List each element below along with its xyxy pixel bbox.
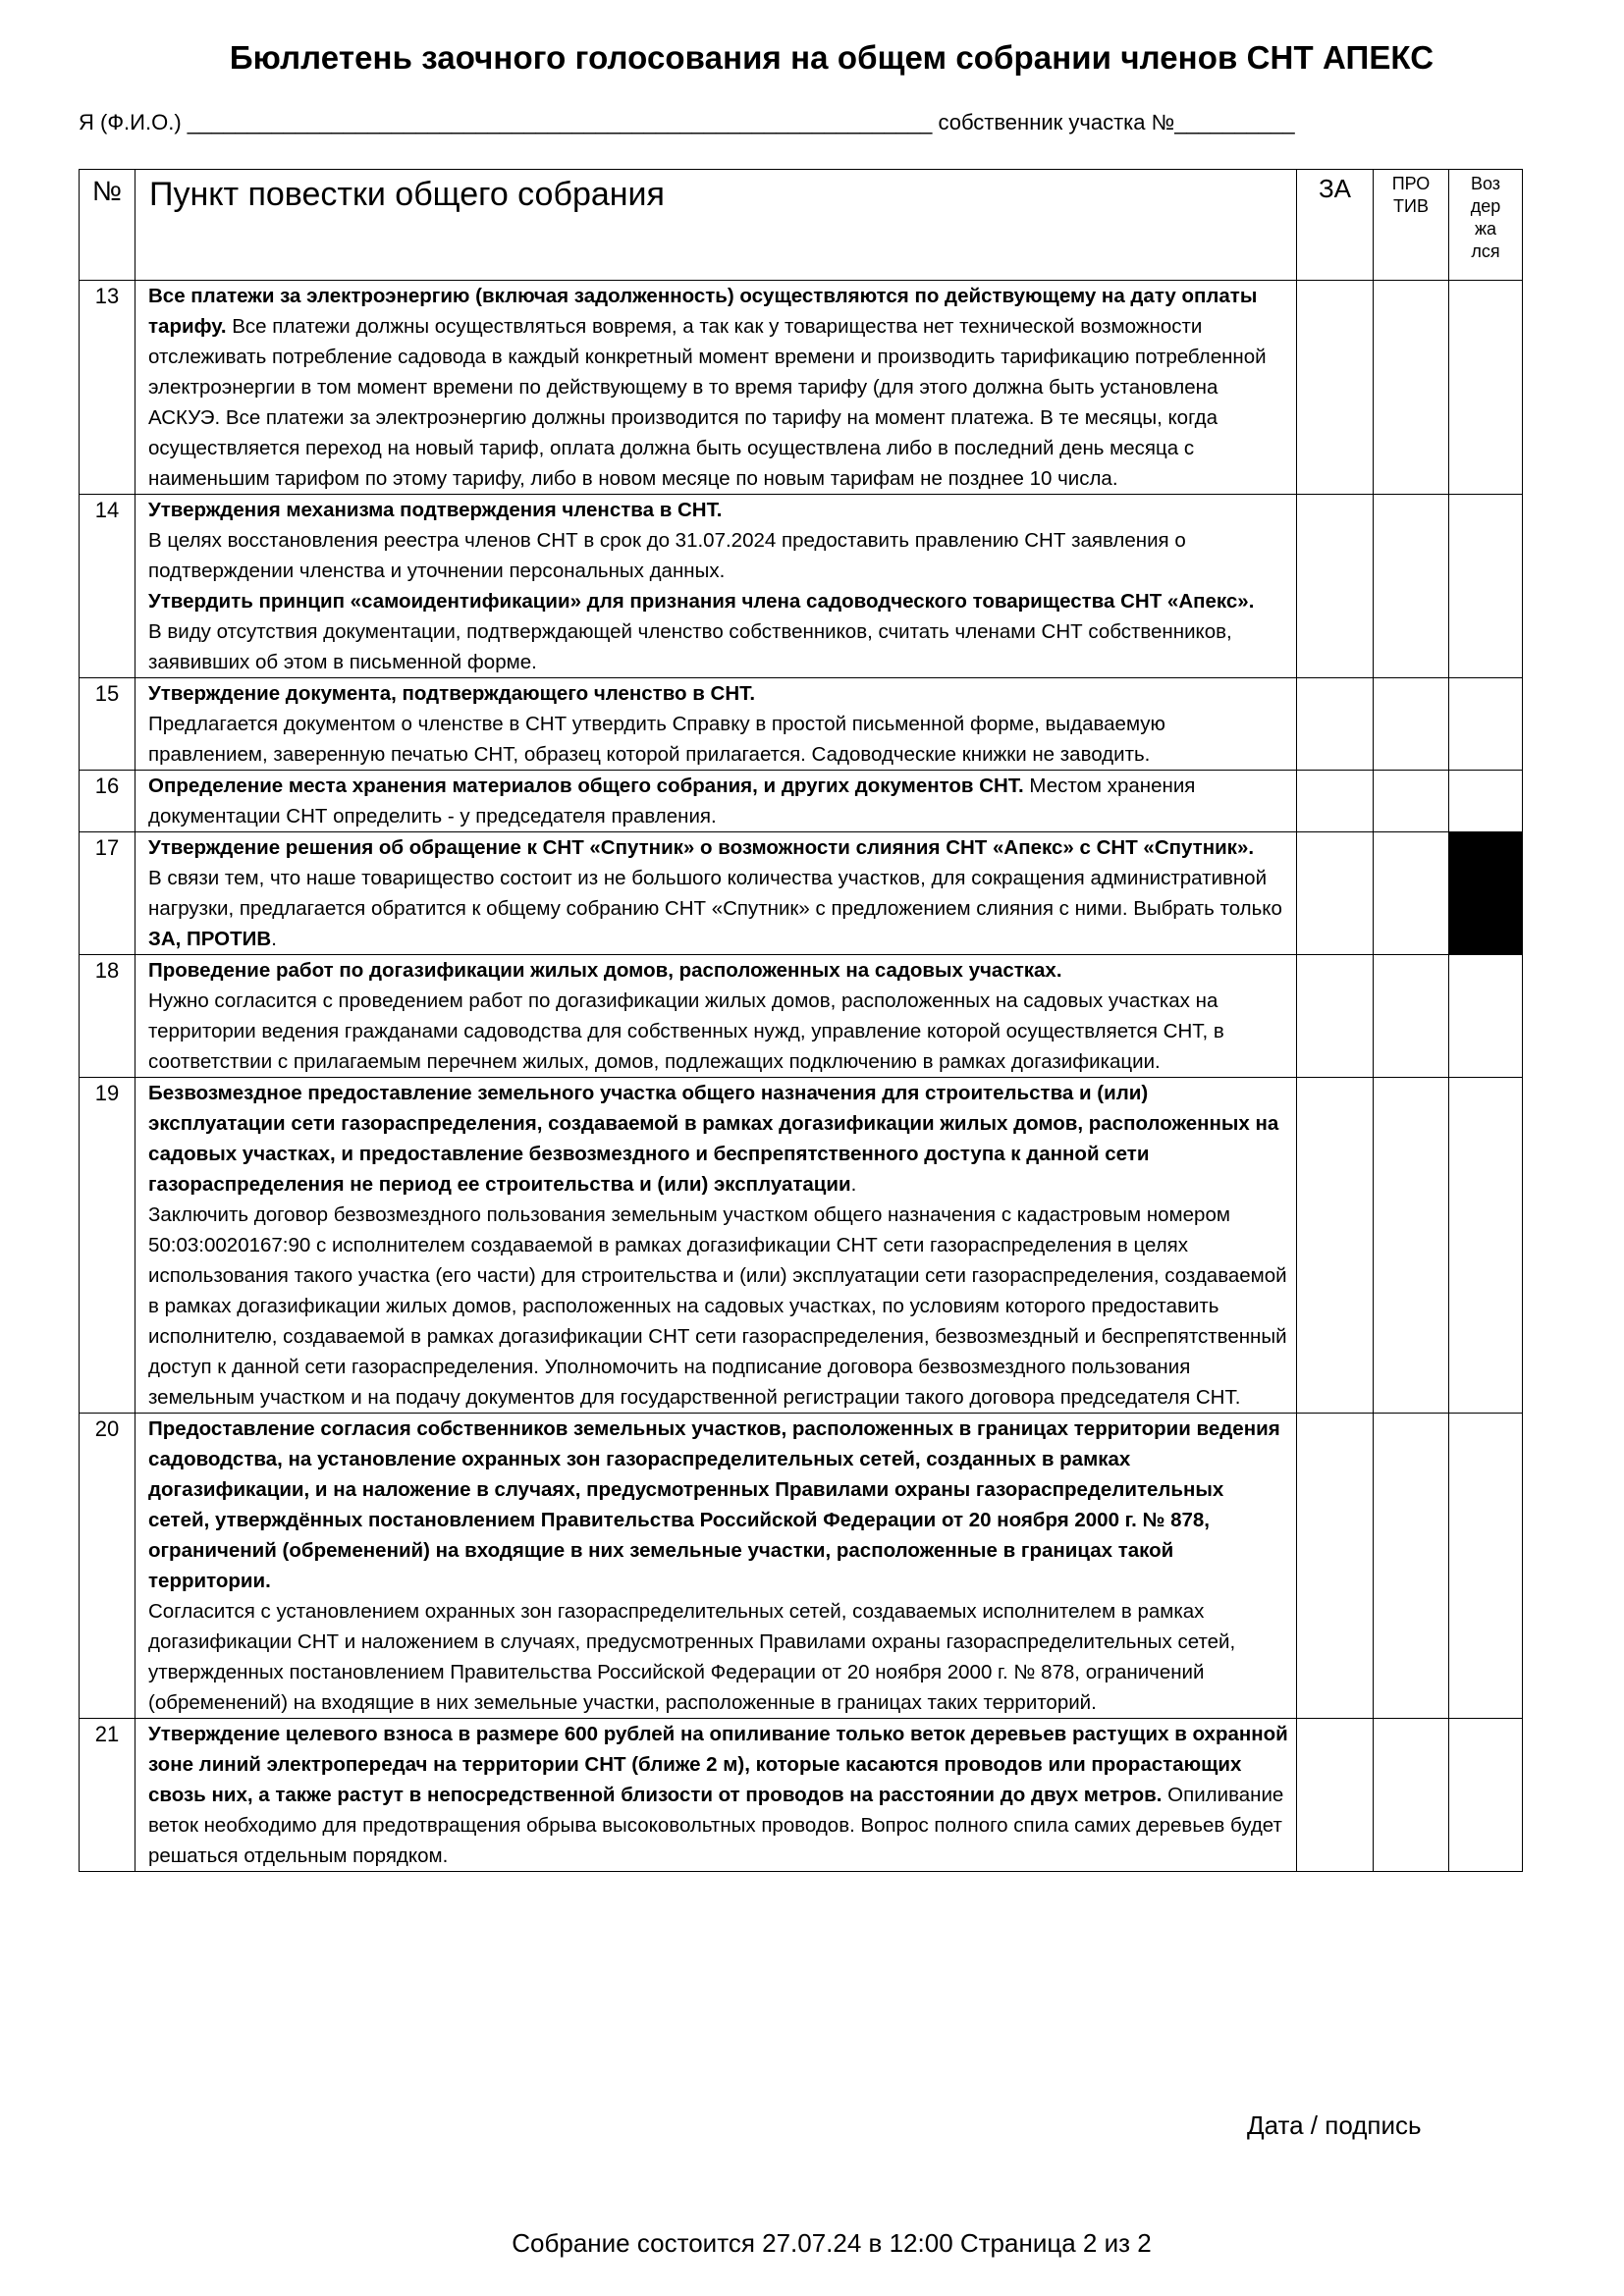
vote-abstain-cell[interactable] — [1449, 1078, 1523, 1414]
table-row — [80, 832, 1523, 955]
header-abstain — [1449, 170, 1523, 281]
date-signature-label: Дата / подпись — [1247, 2110, 1422, 2140]
item-text — [135, 1719, 1297, 1872]
header-za: ЗА — [1297, 170, 1374, 281]
vote-abstain-cell[interactable] — [1449, 771, 1523, 832]
fio-line: Я (Ф.И.О.) ______________________________________________________________ собственник участка №__________ — [79, 110, 1295, 134]
item-number: 14 — [80, 495, 135, 678]
vote-protiv-cell[interactable] — [1374, 1078, 1449, 1414]
vote-za-cell[interactable] — [1297, 771, 1374, 832]
vote-za-cell[interactable] — [1297, 1414, 1374, 1719]
header-protiv-line: ТИВ — [1393, 196, 1429, 216]
item-text — [135, 955, 1297, 1078]
item-body: Заключить договор безвозмездного пользования земельным участком общего назначения с кадастровым номером 50:03:0020167:90 с исполнителем создаваемой в рамках догазификации СНТ сети газораспределения в целях использования такого участка (его части) для строительства и (или) эксплуатации сети газораспределения, создаваемой в рамках догазификации жилых домов, расположенных на садовых участках, по условиям которого предоставить исполнителю, создаваемой в рамках догазификации СНТ сети газораспределения, безвозмездный и беспрепятственный доступ к данной сети газораспределения. Уполномочить на подписание договора безвозмездного пользования земельным участком и на подачу документов для государственной регистрации такого договора председателя СНТ. — [148, 1203, 1287, 1409]
header-abstain-line: Воз — [1470, 174, 1501, 193]
item-heading: Утверждение документа, подтверждающего членство в СНТ. — [148, 682, 756, 705]
vote-za-cell[interactable] — [1297, 1078, 1374, 1414]
item-body-end: . — [271, 928, 277, 950]
item-number: 20 — [80, 1414, 135, 1719]
item-text — [135, 678, 1297, 771]
vote-za-cell[interactable] — [1297, 678, 1374, 771]
item-body — [148, 863, 1288, 954]
item-text — [135, 1414, 1297, 1719]
table-row — [80, 1414, 1523, 1719]
item-number: 19 — [80, 1078, 135, 1414]
item-text — [135, 771, 1297, 832]
vote-za-cell[interactable] — [1297, 1719, 1374, 1872]
table-header-row — [80, 170, 1523, 281]
item-heading: Предоставление согласия собственников земельных участков, расположенных в границах территории ведения садоводства, на установление охранных зон газораспределительных сетей, созданных в рамках догазификации, и на наложение в случаях, предусмотренных Правилами охраны газораспределительных сетей, утверждённых постановлением Правительства Российской Федерации от 20 ноября 2000 г. № 878, ограничений (обременений) на входящие в них земельные участки, расположенные в границах такой территории. — [148, 1417, 1280, 1592]
item-body: Предлагается документом о членстве в СНТ утвердить Справку в простой письменной форме, выдаваемую правлением, заверенную печатью СНТ, образец которой прилагается. Садоводческие книжки не заводить. — [148, 713, 1165, 766]
vote-abstain-cell[interactable] — [1449, 1719, 1523, 1872]
item-heading: Утвердить принцип «самоидентификации» для признания члена садоводческого товарищества СНТ «Апекс». — [148, 590, 1255, 613]
item-text — [135, 495, 1297, 678]
header-abstain-line: жа — [1474, 219, 1497, 239]
header-number: № — [80, 170, 135, 281]
item-body-emphasis: ЗА, ПРОТИВ — [148, 928, 272, 950]
item-body: Согласится с установлением охранных зон газораспределительных сетей, создаваемых исполнителем в рамках догазификации СНТ и наложением в случаях, предусмотренных Правилами охраны газораспределительных сетей, утвержденных постановлением Правительства Российской Федерации от 20 ноября 2000 г. № 878, ограничений (обременений) на входящие в них земельные участки, расположенные в границах таких территорий. — [148, 1600, 1236, 1714]
table-row — [80, 678, 1523, 771]
vote-protiv-cell[interactable] — [1374, 281, 1449, 495]
table-row — [80, 281, 1523, 495]
vote-protiv-cell[interactable] — [1374, 1719, 1449, 1872]
ballot-title: Бюллетень заочного голосования на общем собрании членов СНТ АПЕКС — [229, 39, 1435, 76]
table-row — [80, 1078, 1523, 1414]
item-number: 13 — [80, 281, 135, 495]
header-protiv — [1374, 170, 1449, 281]
item-body: Опиливание веток необходимо для предотвращения обрыва высоковольтных проводов. Вопрос полного спила самих деревьев будет решаться отдельным порядком. — [148, 1784, 1284, 1867]
vote-abstain-cell[interactable] — [1449, 955, 1523, 1078]
table-row — [80, 955, 1523, 1078]
page-footer: Собрание состоится 27.07.24 в 12:00 Страница 2 из 2 — [512, 2228, 1152, 2258]
vote-protiv-cell[interactable] — [1374, 495, 1449, 678]
vote-protiv-cell[interactable] — [1374, 832, 1449, 955]
table-row — [80, 495, 1523, 678]
agenda-table — [79, 169, 1523, 1872]
vote-abstain-cell[interactable] — [1449, 281, 1523, 495]
item-heading-paragraph — [148, 1078, 1288, 1200]
item-number: 18 — [80, 955, 135, 1078]
item-text — [135, 281, 1297, 495]
item-number: 15 — [80, 678, 135, 771]
table-row — [80, 1719, 1523, 1872]
item-body: Все платежи должны осуществляться вовремя, а так как у товарищества нет технической возможности отслеживать потребление садовода в каждый конкретный момент времени и производить тарификацию потребленной электроэнергии в том момент времени по действующему в то время тарифу (для этого должна быть установлена АСКУЭ. Все платежи за электроэнергию должны производится по тарифу на момент платежа. В те месяцы, когда осуществляется переход на новый тариф, оплата должна быть осуществлена либо в последний день месяца с наименьшим тарифом по этому тарифу, либо в новом месяце по новым тарифам не позднее 10 числа. — [148, 315, 1267, 490]
vote-protiv-cell[interactable] — [1374, 678, 1449, 771]
header-protiv-line: ПРО — [1391, 174, 1431, 193]
header-abstain-line: дер — [1470, 196, 1501, 216]
vote-abstain-cell[interactable] — [1449, 1414, 1523, 1719]
item-heading: Безвозмездное предоставление земельного участка общего назначения для строительства и (или) эксплуатации сети газораспределения, создаваемой в рамках догазификации жилых домов, расположенных на садовых участках, и предоставление безвозмездного и беспрепятственного доступа к данной сети газораспределения не период ее строительства и (или) эксплуатации — [148, 1082, 1279, 1196]
item-number: 16 — [80, 771, 135, 832]
item-number: 17 — [80, 832, 135, 955]
item-text — [135, 832, 1297, 955]
vote-abstain-cell[interactable] — [1449, 678, 1523, 771]
header-abstain-line: лся — [1471, 241, 1500, 261]
item-heading: Утверждение целевого взноса в размере 600 рублей на опиливание только веток деревьев растущих в охранной зоне линий электропередач на территории СНТ (ближе 2 м), которые касаются проводов или прорастающих свозь них, а также растут в непосредственной близости от проводов на расстоянии до двух метров. — [148, 1723, 1288, 1806]
vote-protiv-cell[interactable] — [1374, 955, 1449, 1078]
item-text — [135, 1078, 1297, 1414]
item-heading: Проведение работ по догазификации жилых домов, расположенных на садовых участках. — [148, 959, 1062, 982]
vote-za-cell[interactable] — [1297, 955, 1374, 1078]
header-agenda-item: Пункт повестки общего собрания — [135, 170, 1297, 281]
item-body: В целях восстановления реестра членов СНТ в срок до 31.07.2024 предоставить правлению СНТ заявления о подтверждении членства и уточнении персональных данных. — [148, 529, 1186, 582]
item-body: В виду отсутствия документации, подтверждающей членство собственников, считать членами СНТ собственников, заявивших об этом в письменной форме. — [148, 620, 1232, 673]
item-body: Нужно согласится с проведением работ по догазификации жилых домов, расположенных на садовых участках на территории ведения гражданами садоводства для собственных нужд, управление которой осуществляется СНТ, в соответствии с прилагаемым перечнем жилых, домов, подлежащих подключению в рамках догазификации. — [148, 989, 1224, 1073]
item-heading: Все платежи за электроэнергию (включая задолженность) осуществляются по действующему на дату оплаты тарифу. — [148, 285, 1258, 338]
item-heading: Утверждение решения об обращение к СНТ «Спутник» о возможности слияния СНТ «Апекс» с СНТ «Спутник». — [148, 836, 1255, 859]
vote-abstain-cell-blocked — [1449, 832, 1523, 955]
item-heading: Определение места хранения материалов общего собрания, и других документов СНТ. — [148, 774, 1024, 797]
vote-protiv-cell[interactable] — [1374, 771, 1449, 832]
item-heading: Утверждения механизма подтверждения членства в СНТ. — [148, 499, 723, 521]
item-body: Местом хранения документации СНТ определить - у председателя правления. — [148, 774, 1196, 828]
vote-za-cell[interactable] — [1297, 495, 1374, 678]
table-row — [80, 771, 1523, 832]
item-body-text: В связи тем, что наше товарищество состоит из не большого количества участков, для сокращения административной нагрузки, предлагается обратится к общему собранию СНТ «Спутник» с предложением слияния с ними. Выбрать только — [148, 867, 1282, 920]
vote-za-cell[interactable] — [1297, 281, 1374, 495]
item-heading-end: . — [850, 1173, 857, 1196]
vote-za-cell[interactable] — [1297, 832, 1374, 955]
vote-protiv-cell[interactable] — [1374, 1414, 1449, 1719]
item-number: 21 — [80, 1719, 135, 1872]
vote-abstain-cell[interactable] — [1449, 495, 1523, 678]
